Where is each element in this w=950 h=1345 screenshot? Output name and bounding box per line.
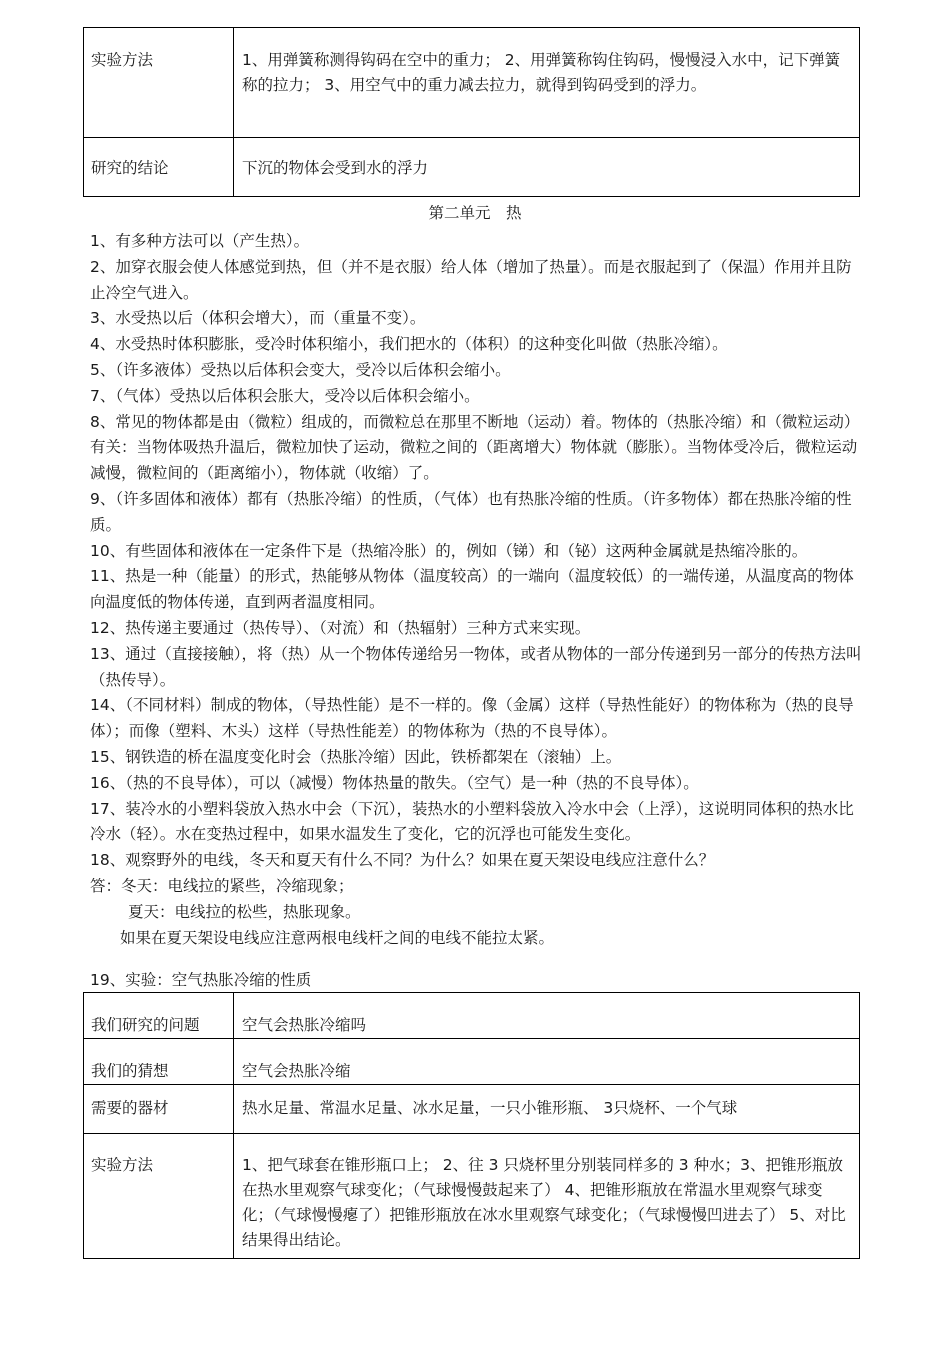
list-item: 14、（不同材料）制成的物体，（导热性能）是不一样的。像（金属）这样（导热性能好）的物体称为（热的良导体）；而像（塑料、木头）这样（导热性能差）的物体称为（热的不良导体）。: [90, 696, 854, 741]
list-item: 18、观察野外的电线，冬天和夏天有什么不同？为什么？如果在夏天架设电线应注意什么？: [90, 851, 715, 870]
answer-line: 如果在夏天架设电线应注意两根电线杆之间的电线不能拉太紧。: [120, 928, 555, 947]
top-experiment-table: [83, 27, 860, 197]
list-item: 3、水受热以后（体积会增大），而（重量不变）。: [90, 309, 426, 328]
list-item: 7、（气体）受热以后体积会胀大，受冷以后体积会缩小。: [90, 386, 480, 405]
table-row: [84, 993, 860, 1039]
experiment-title: 19、实验：空气热胀冷缩的性质: [90, 971, 312, 989]
item-list: [90, 229, 865, 951]
table-row: [84, 1134, 860, 1259]
list-item: 2、加穿衣服会使人体感觉到热，但（并不是衣服）给人体（增加了热量）。而是衣服起到了（保温）作用并且防止冷空气进入。: [90, 257, 852, 302]
row-label: 实验方法: [84, 28, 234, 138]
row-label: 我们的猜想: [84, 1039, 234, 1085]
list-item: 13、通过（直接接触），将（热）从一个物体传递给另一物体，或者从物体的一部分传递到另一部分的传热方法叫（热传导）。: [90, 644, 862, 689]
table-row: [84, 1039, 860, 1085]
list-item: 16、（热的不良导体），可以（减慢）物体热量的散失。（空气）是一种（热的不良导体）。: [90, 773, 699, 792]
list-item: 12、热传递主要通过（热传导）、（对流）和（热辐射）三种方式来实现。: [90, 618, 591, 637]
answer-line: 夏天：电线拉的松些，热胀现象。: [128, 902, 361, 921]
list-item: 1、有多种方法可以（产生热）。: [90, 232, 310, 250]
answer-line: 答：冬天：电线拉的紧些，冷缩现象；: [90, 876, 354, 895]
row-value: 下沉的物体会受到水的浮力: [234, 138, 860, 197]
row-label: 研究的结论: [84, 138, 234, 197]
row-value: 1、用弹簧称测得钩码在空中的重力； 2、用弹簧称钩住钩码，慢慢浸入水中，记下弹簧称的拉力； 3、用空气中的重力减去拉力，就得到钩码受到的浮力。: [234, 28, 860, 138]
list-item: 17、装冷水的小塑料袋放入热水中会（下沉），装热水的小塑料袋放入冷水中会（上浮），这说明同体积的热水比冷水（轻）。水在变热过程中，如果水温发生了变化，它的沉浮也可能发生变化。: [90, 799, 854, 844]
row-label: 需要的器材: [84, 1085, 234, 1134]
list-item: 8、常见的物体都是由（微粒）组成的，而微粒总在那里不断地（运动）着。物体的（热胀冷缩）和（微粒运动）有关：当物体吸热升温后，微粒加快了运动，微粒之间的（距离增大）物体就（膨胀）。当物体受冷后，微粒运动减慢，微粒间的（距离缩小），物体就（收缩）了。: [90, 412, 860, 483]
list-item: 4、水受热时体积膨胀，受冷时体积缩小，我们把水的（体积）的这种变化叫做（热胀冷缩）。: [90, 335, 728, 354]
list-item: 9、（许多固体和液体）都有（热胀冷缩）的性质，（气体）也有热胀冷缩的性质。（许多物体）都在热胀冷缩的性质。: [90, 489, 852, 534]
bottom-experiment-table: [83, 992, 860, 1259]
row-value: 1、把气球套在锥形瓶口上； 2、往 3 只烧杯里分别装同样多的 3 种水；3、把锥形瓶放在热水里观察气球变化；（气球慢慢鼓起来了） 4、把锥形瓶放在常温水里观察气球变化；（气球慢慢瘪了）把锥形瓶放在冰水里观察气球变化；（气球慢慢凹进去了） 5、对比结果得出结论。: [234, 1134, 860, 1259]
table-row: [84, 1085, 860, 1134]
row-value: 空气会热胀冷缩吗: [234, 993, 860, 1039]
unit-heading: 第二单元 热: [428, 204, 522, 222]
list-item: 11、热是一种（能量）的形式，热能够从物体（温度较高）的一端向（温度较低）的一端传递，从温度高的物体向温度低的物体传递，直到两者温度相同。: [90, 567, 854, 612]
row-value: 热水足量、常温水足量、冰水足量，一只小锥形瓶、 3只烧杯、一个气球: [234, 1085, 860, 1134]
row-value: 空气会热胀冷缩: [234, 1039, 860, 1085]
table-row: [84, 138, 860, 197]
list-item: 5、（许多液体）受热以后体积会变大，受冷以后体积会缩小。: [90, 360, 511, 379]
table-row: [84, 28, 860, 138]
row-label: 实验方法: [84, 1134, 234, 1259]
list-item: 15、钢铁造的桥在温度变化时会（热胀冷缩）因此，铁桥都架在（滚轴）上。: [90, 747, 622, 766]
row-label: 我们研究的问题: [84, 993, 234, 1039]
list-item: 10、有些固体和液体在一定条件下是（热缩冷胀）的，例如（锑）和（铋）这两种金属就是热缩冷胀的。: [90, 541, 808, 560]
